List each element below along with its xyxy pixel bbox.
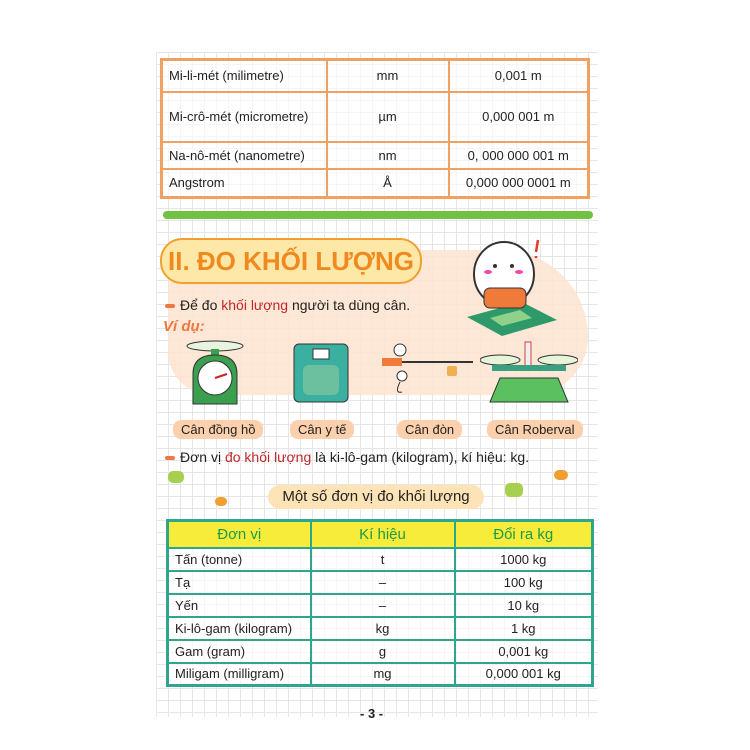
cell: 0,001 m [449,60,589,92]
text: người ta dùng cân. [288,297,411,313]
header-cell: Đơn vị [168,521,311,548]
cell: Mi-li-mét (milimetre) [162,60,327,92]
decor-blob [554,470,568,480]
section-title: II. ĐO KHỐI LƯỢNG [160,238,422,284]
cell: mm [327,60,449,92]
page-number: - 3 - [360,706,384,721]
mass-table-title: Một số đơn vị đo khối lượng [268,485,484,509]
cell: Na-nô-mét (nanometre) [162,142,327,169]
table-row [168,594,593,617]
scale-label: Cân đồng hồ [173,420,263,439]
cell: Yến [168,594,311,617]
length-units-table [160,58,590,199]
decor-blob [168,471,184,483]
table-row [162,169,589,198]
example-label: Ví dụ: [163,318,205,335]
highlight: đo khối lượng [224,449,312,465]
cell: kg [311,617,455,640]
table-row [168,617,593,640]
decor-blob [505,483,523,497]
cell: 1 kg [455,617,593,640]
cell: g [311,640,455,663]
cell: mg [311,663,455,686]
cell: Tấn (tonne) [168,548,311,571]
header-cell: Kí hiệu [311,521,455,548]
cell: Å [327,169,449,198]
text: Để đo [180,297,222,313]
cell: 0, 000 000 001 m [449,142,589,169]
mass-units-table [166,519,594,687]
cell: Ki-lô-gam (kilogram) [168,617,311,640]
text: là ki-lô-gam (kilogram), kí hiệu: kg. [311,449,530,465]
scale-label: Cân y tế [290,420,354,439]
table-header [168,521,593,548]
cell: µm [327,92,449,142]
table-row [168,548,593,571]
table-row [168,640,593,663]
cell: 10 kg [455,594,593,617]
cell: 0,000 001 kg [455,663,593,686]
cell: Miligam (milligram) [168,663,311,686]
table-row [162,60,589,92]
dial-scale-icon [185,340,245,406]
table-row [168,663,593,686]
roberval-scale-icon [480,340,578,406]
cell: – [311,571,455,594]
cell: 1000 kg [455,548,593,571]
intro-line [165,297,410,313]
table-row [162,92,589,142]
cell: – [311,594,455,617]
decor-blob [215,497,227,506]
section-divider [163,211,593,219]
table-row [162,142,589,169]
cell: Mi-crô-mét (micrometre) [162,92,327,142]
cell: Angstrom [162,169,327,198]
unit-line [165,449,529,465]
table-row [168,571,593,594]
cell: 0,000 000 0001 m [449,169,589,198]
cell: Tạ [168,571,311,594]
cell: nm [327,142,449,169]
highlight: khối lượng [221,297,289,313]
bullet-icon [165,456,175,460]
steelyard-scale-icon [380,342,475,397]
scale-label: Cân Roberval [487,420,583,439]
cell: t [311,548,455,571]
bullet-icon [165,304,175,308]
cell: 0,000 001 m [449,92,589,142]
medical-scale-icon [293,343,349,403]
header-cell: Đổi ra kg [455,521,593,548]
cat-on-scale-illustration [462,232,562,337]
cell: 0,001 kg [455,640,593,663]
scale-label: Cân đòn [397,420,462,439]
cell: 100 kg [455,571,593,594]
cell: Gam (gram) [168,640,311,663]
text: Đơn vị [180,449,225,465]
